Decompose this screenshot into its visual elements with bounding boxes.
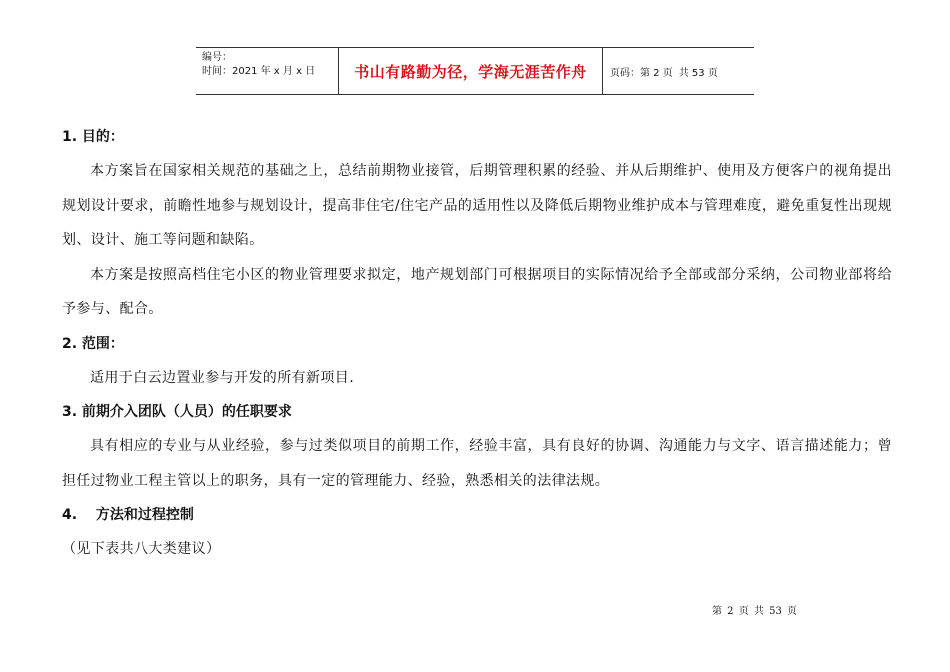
- document-body: [62, 120, 892, 567]
- page-number-label: 页码：第 2 页: [610, 67, 673, 79]
- section-heading-scope: 2. 范围：: [62, 335, 124, 352]
- section-heading-team-requirements: 3. 前期介入团队（人员）的任职要求: [62, 404, 292, 420]
- page-total-label: 共 53 页: [678, 67, 718, 79]
- page-header: [196, 47, 754, 95]
- paragraph: 本方案是按照高档住宅小区的物业管理要求拟定，地产规划部门可根据项目的实际情况给予全部或部分采纳，公司物业部将给予参与、配合。: [62, 266, 892, 317]
- section-heading-purpose: 1. 目的：: [62, 129, 124, 145]
- paragraph-note: （见下表共八大类建议）: [62, 541, 221, 557]
- header-meta: [196, 48, 339, 94]
- paragraph: 适用于白云边置业参与开发的所有新项目.: [90, 369, 355, 386]
- header-motto: 书山有路勤为径，学海无涯苦作舟: [339, 48, 603, 94]
- paragraph: 具有相应的专业与从业经验，参与过类似项目的前期工作，经验丰富，具有良好的协调、沟通能力与文字、语言描述能力；曾担任过物业工程主管以上的职务，具有一定的管理能力、经验，熟悉相关的法律法规。: [62, 438, 892, 489]
- section-heading-method: 4. 方法和过程控制: [62, 507, 194, 523]
- serial-label: 编号：: [202, 52, 232, 63]
- paragraph: 本方案旨在国家相关规范的基础之上，总结前期物业接管，后期管理积累的经验、并从后期维护、使用及方便客户的视角提出规划设计要求，前瞻性地参与规划设计，提高非住宅/住宅产品的适用性以及降低后期物业维护成本与管理难度，避免重复性出现规划、设计、施工等问题和缺陷。: [62, 163, 892, 248]
- time-label: 时间：2021 年 x 月 x 日: [202, 66, 316, 77]
- page-footer: 第 2 页 共 53 页: [712, 606, 797, 617]
- header-page-info: [603, 48, 754, 94]
